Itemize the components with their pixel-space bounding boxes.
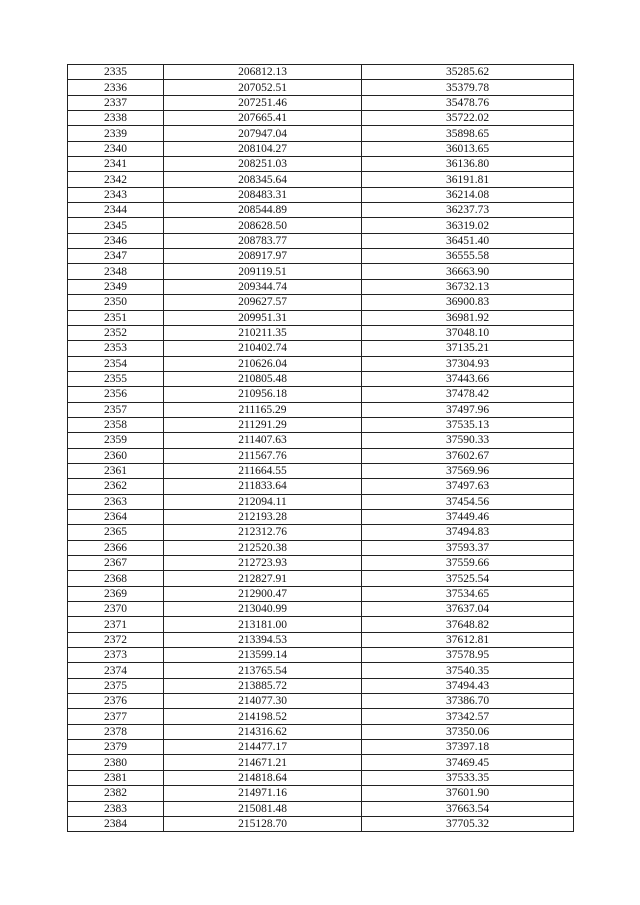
x-value-cell: 213599.14 <box>164 648 362 663</box>
table-row <box>68 540 574 555</box>
y-value-cell: 37497.63 <box>362 479 574 494</box>
y-value-cell: 37663.54 <box>362 801 574 816</box>
y-value-cell: 35898.65 <box>362 126 574 141</box>
y-value-cell: 36237.73 <box>362 203 574 218</box>
x-value-cell: 208628.50 <box>164 218 362 233</box>
y-value-cell: 37602.67 <box>362 448 574 463</box>
x-value-cell: 207052.51 <box>164 80 362 95</box>
point-number-cell: 2347 <box>68 249 164 264</box>
table-row <box>68 218 574 233</box>
x-value-cell: 208345.64 <box>164 172 362 187</box>
point-number-cell: 2336 <box>68 80 164 95</box>
x-value-cell: 210956.18 <box>164 387 362 402</box>
table-row <box>68 479 574 494</box>
table-row <box>68 709 574 724</box>
y-value-cell: 37494.83 <box>362 525 574 540</box>
table-row <box>68 80 574 95</box>
y-value-cell: 36013.65 <box>362 141 574 156</box>
y-value-cell: 37478.42 <box>362 387 574 402</box>
table-row <box>68 617 574 632</box>
x-value-cell: 208917.97 <box>164 249 362 264</box>
y-value-cell: 36900.83 <box>362 295 574 310</box>
y-value-cell: 37135.21 <box>362 341 574 356</box>
table-row <box>68 463 574 478</box>
point-number-cell: 2337 <box>68 95 164 110</box>
point-number-cell: 2362 <box>68 479 164 494</box>
point-number-cell: 2384 <box>68 816 164 831</box>
y-value-cell: 37637.04 <box>362 602 574 617</box>
point-number-cell: 2363 <box>68 494 164 509</box>
table-row <box>68 325 574 340</box>
table-row <box>68 141 574 156</box>
table-row <box>68 111 574 126</box>
y-value-cell: 37705.32 <box>362 816 574 831</box>
y-value-cell: 37304.93 <box>362 356 574 371</box>
y-value-cell: 37397.18 <box>362 740 574 755</box>
point-number-cell: 2342 <box>68 172 164 187</box>
x-value-cell: 211165.29 <box>164 402 362 417</box>
x-value-cell: 212094.11 <box>164 494 362 509</box>
point-number-cell: 2350 <box>68 295 164 310</box>
table-row <box>68 371 574 386</box>
table-row <box>68 586 574 601</box>
x-value-cell: 214971.16 <box>164 786 362 801</box>
x-value-cell: 211567.76 <box>164 448 362 463</box>
table-row <box>68 632 574 647</box>
table-row <box>68 786 574 801</box>
table-row <box>68 433 574 448</box>
y-value-cell: 36981.92 <box>362 310 574 325</box>
y-value-cell: 37590.33 <box>362 433 574 448</box>
y-value-cell: 37540.35 <box>362 663 574 678</box>
point-number-cell: 2370 <box>68 602 164 617</box>
x-value-cell: 209951.31 <box>164 310 362 325</box>
coordinate-table <box>67 64 574 832</box>
point-number-cell: 2353 <box>68 341 164 356</box>
y-value-cell: 37559.66 <box>362 556 574 571</box>
table-row <box>68 402 574 417</box>
x-value-cell: 207251.46 <box>164 95 362 110</box>
y-value-cell: 37533.35 <box>362 770 574 785</box>
y-value-cell: 37342.57 <box>362 709 574 724</box>
y-value-cell: 35478.76 <box>362 95 574 110</box>
y-value-cell: 37601.90 <box>362 786 574 801</box>
point-number-cell: 2373 <box>68 648 164 663</box>
x-value-cell: 211291.29 <box>164 417 362 432</box>
y-value-cell: 37535.13 <box>362 417 574 432</box>
y-value-cell: 35379.78 <box>362 80 574 95</box>
table-row <box>68 556 574 571</box>
point-number-cell: 2346 <box>68 233 164 248</box>
table-row <box>68 356 574 371</box>
point-number-cell: 2355 <box>68 371 164 386</box>
x-value-cell: 210402.74 <box>164 341 362 356</box>
table-body <box>68 65 574 832</box>
point-number-cell: 2357 <box>68 402 164 417</box>
table-row <box>68 494 574 509</box>
point-number-cell: 2380 <box>68 755 164 770</box>
table-row <box>68 602 574 617</box>
y-value-cell: 37534.65 <box>362 586 574 601</box>
table-row <box>68 801 574 816</box>
point-number-cell: 2367 <box>68 556 164 571</box>
y-value-cell: 35285.62 <box>362 65 574 80</box>
y-value-cell: 37648.82 <box>362 617 574 632</box>
x-value-cell: 214316.62 <box>164 724 362 739</box>
point-number-cell: 2372 <box>68 632 164 647</box>
point-number-cell: 2356 <box>68 387 164 402</box>
point-number-cell: 2361 <box>68 463 164 478</box>
x-value-cell: 206812.13 <box>164 65 362 80</box>
y-value-cell: 36555.58 <box>362 249 574 264</box>
x-value-cell: 209119.51 <box>164 264 362 279</box>
y-value-cell: 36663.90 <box>362 264 574 279</box>
table-row <box>68 65 574 80</box>
point-number-cell: 2374 <box>68 663 164 678</box>
point-number-cell: 2368 <box>68 571 164 586</box>
point-number-cell: 2340 <box>68 141 164 156</box>
point-number-cell: 2349 <box>68 279 164 294</box>
table-row <box>68 740 574 755</box>
y-value-cell: 37454.56 <box>362 494 574 509</box>
y-value-cell: 36191.81 <box>362 172 574 187</box>
point-number-cell: 2360 <box>68 448 164 463</box>
x-value-cell: 210211.35 <box>164 325 362 340</box>
y-value-cell: 36451.40 <box>362 233 574 248</box>
table-row <box>68 724 574 739</box>
x-value-cell: 208483.31 <box>164 187 362 202</box>
x-value-cell: 211407.63 <box>164 433 362 448</box>
table-row <box>68 770 574 785</box>
point-number-cell: 2344 <box>68 203 164 218</box>
y-value-cell: 37497.96 <box>362 402 574 417</box>
x-value-cell: 214198.52 <box>164 709 362 724</box>
point-number-cell: 2351 <box>68 310 164 325</box>
table-row <box>68 387 574 402</box>
table-row <box>68 341 574 356</box>
x-value-cell: 213181.00 <box>164 617 362 632</box>
x-value-cell: 207947.04 <box>164 126 362 141</box>
point-number-cell: 2376 <box>68 694 164 709</box>
x-value-cell: 212520.38 <box>164 540 362 555</box>
table-row <box>68 417 574 432</box>
table-row <box>68 249 574 264</box>
y-value-cell: 37578.95 <box>362 648 574 663</box>
y-value-cell: 37612.81 <box>362 632 574 647</box>
table-row <box>68 525 574 540</box>
point-number-cell: 2377 <box>68 709 164 724</box>
x-value-cell: 213394.53 <box>164 632 362 647</box>
table-row <box>68 694 574 709</box>
point-number-cell: 2354 <box>68 356 164 371</box>
y-value-cell: 37569.96 <box>362 463 574 478</box>
point-number-cell: 2379 <box>68 740 164 755</box>
x-value-cell: 212193.28 <box>164 509 362 524</box>
y-value-cell: 37048.10 <box>362 325 574 340</box>
x-value-cell: 214477.17 <box>164 740 362 755</box>
x-value-cell: 213040.99 <box>164 602 362 617</box>
y-value-cell: 37593.37 <box>362 540 574 555</box>
x-value-cell: 213885.72 <box>164 678 362 693</box>
table-row <box>68 509 574 524</box>
x-value-cell: 214077.30 <box>164 694 362 709</box>
y-value-cell: 36319.02 <box>362 218 574 233</box>
point-number-cell: 2343 <box>68 187 164 202</box>
point-number-cell: 2364 <box>68 509 164 524</box>
point-number-cell: 2339 <box>68 126 164 141</box>
y-value-cell: 36136.80 <box>362 157 574 172</box>
table-row <box>68 95 574 110</box>
point-number-cell: 2338 <box>68 111 164 126</box>
x-value-cell: 208783.77 <box>164 233 362 248</box>
y-value-cell: 37386.70 <box>362 694 574 709</box>
x-value-cell: 208104.27 <box>164 141 362 156</box>
point-number-cell: 2335 <box>68 65 164 80</box>
table-row <box>68 233 574 248</box>
point-number-cell: 2381 <box>68 770 164 785</box>
x-value-cell: 210805.48 <box>164 371 362 386</box>
point-number-cell: 2382 <box>68 786 164 801</box>
table-row <box>68 448 574 463</box>
table-row <box>68 295 574 310</box>
point-number-cell: 2378 <box>68 724 164 739</box>
table-row <box>68 187 574 202</box>
x-value-cell: 209344.74 <box>164 279 362 294</box>
y-value-cell: 36732.13 <box>362 279 574 294</box>
point-number-cell: 2345 <box>68 218 164 233</box>
point-number-cell: 2352 <box>68 325 164 340</box>
x-value-cell: 211664.55 <box>164 463 362 478</box>
table-row <box>68 571 574 586</box>
table-row <box>68 310 574 325</box>
x-value-cell: 212723.93 <box>164 556 362 571</box>
x-value-cell: 207665.41 <box>164 111 362 126</box>
x-value-cell: 214671.21 <box>164 755 362 770</box>
table-row <box>68 648 574 663</box>
x-value-cell: 211833.64 <box>164 479 362 494</box>
point-number-cell: 2383 <box>68 801 164 816</box>
table-row <box>68 279 574 294</box>
point-number-cell: 2366 <box>68 540 164 555</box>
x-value-cell: 208544.89 <box>164 203 362 218</box>
x-value-cell: 212900.47 <box>164 586 362 601</box>
table-row <box>68 157 574 172</box>
x-value-cell: 214818.64 <box>164 770 362 785</box>
point-number-cell: 2365 <box>68 525 164 540</box>
x-value-cell: 208251.03 <box>164 157 362 172</box>
point-number-cell: 2359 <box>68 433 164 448</box>
point-number-cell: 2369 <box>68 586 164 601</box>
table-row <box>68 663 574 678</box>
y-value-cell: 37350.06 <box>362 724 574 739</box>
y-value-cell: 35722.02 <box>362 111 574 126</box>
point-number-cell: 2375 <box>68 678 164 693</box>
table-row <box>68 816 574 831</box>
point-number-cell: 2341 <box>68 157 164 172</box>
y-value-cell: 36214.08 <box>362 187 574 202</box>
x-value-cell: 212827.91 <box>164 571 362 586</box>
table-row <box>68 126 574 141</box>
point-number-cell: 2371 <box>68 617 164 632</box>
x-value-cell: 210626.04 <box>164 356 362 371</box>
x-value-cell: 212312.76 <box>164 525 362 540</box>
point-number-cell: 2348 <box>68 264 164 279</box>
table-row <box>68 203 574 218</box>
y-value-cell: 37443.66 <box>362 371 574 386</box>
y-value-cell: 37494.43 <box>362 678 574 693</box>
y-value-cell: 37449.46 <box>362 509 574 524</box>
table-row <box>68 755 574 770</box>
table-row <box>68 678 574 693</box>
point-number-cell: 2358 <box>68 417 164 432</box>
table-row <box>68 264 574 279</box>
x-value-cell: 215081.48 <box>164 801 362 816</box>
x-value-cell: 209627.57 <box>164 295 362 310</box>
x-value-cell: 215128.70 <box>164 816 362 831</box>
y-value-cell: 37525.54 <box>362 571 574 586</box>
x-value-cell: 213765.54 <box>164 663 362 678</box>
y-value-cell: 37469.45 <box>362 755 574 770</box>
table-row <box>68 172 574 187</box>
